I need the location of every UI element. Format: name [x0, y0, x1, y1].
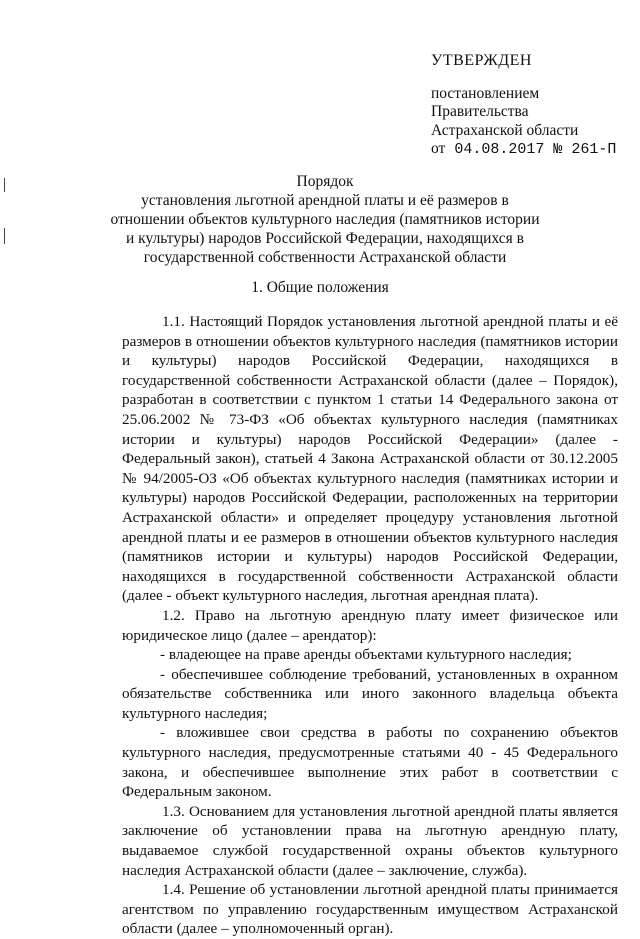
title-text: установления льготной арендной платы и её размеров в отношении объектов культурного наследия (памятников истории и культуры) народов Российской Федерации, находящихся в государственной собственности Астраханской области: [110, 192, 540, 266]
approval-line: Астраханской области: [431, 121, 579, 139]
list-item: - владеющее на праве аренды объектами культурного наследия;: [160, 646, 572, 664]
approval-line: постановлением: [431, 84, 540, 102]
margin-mark: [4, 178, 5, 192]
paragraph: 1.4. Решение об установлении льготной арендной платы принимается агентством по управлению государственным имуществом Астраханской области (далее – уполномоченный орган).: [122, 881, 618, 938]
approval-stamp: [431, 52, 631, 160]
margin-mark: [4, 228, 5, 244]
paragraph: 1.3. Основанием для установления льготной арендной платы является заключение об установлении права на льготную арендную плату, выдаваемое службой государственной охраны объектов культурного наследия Астраханской области (далее – заключение, служба).: [122, 802, 618, 879]
title-word: Порядок: [296, 173, 354, 190]
approval-date-prefix: от: [431, 140, 446, 157]
approval-date-value: 04.08.2017 № 261-П: [454, 141, 617, 158]
document-body: [122, 312, 618, 939]
paragraph: 1.2. Право на льготную арендную плату имеет физическое или юридическое лицо (далее – арендатор):: [122, 606, 618, 644]
approval-date: [431, 140, 631, 160]
section-heading: 1. Общие положения: [251, 279, 389, 296]
list-item: - вложившее свои средства в работы по сохранению объектов культурного наследия, предусмотренные статьями 40 - 45 Федерального закона, и обеспечившее выполнение этих работ в соответствии с Федеральным законом.: [122, 724, 618, 801]
document-title: [110, 172, 540, 267]
paragraph: 1.1. Настоящий Порядок установления льготной арендной платы и её размеров в отношении объектов культурного наследия (памятников истории и культуры) народов Российской Федерации, находящихся в государственной собственности Астраханской области (далее – Порядок), разработан в соответствии с пунктом 1 статьи 14 Федерального закона от 25.06.2002 № 73-ФЗ «Об объектах культурного наследия (памятниках истории и культуры) народов Российской Федерации» (далее - Федеральный закон), статьей 4 Закона Астраханской области от 30.12.2005 № 94/2005-ОЗ «Об объектах культурного наследия (памятниках истории и культуры) народов Российской Федерации, расположенных на территории Астраханской области» и определяет процедуру установления льготной арендной платы и ее размеров в отношении объектов культурного наследия (памятников истории и культуры) народов Российской Федерации, находящихся в государственной собственности Астраханской области (далее - объект культурного наследия, льготная арендная плата).: [122, 313, 618, 605]
list-item: - обеспечившее соблюдение требований, установленных в охранном обязательстве собственника или иного законного владельца объекта культурного наследия;: [122, 665, 618, 722]
approval-line: Правительства: [431, 103, 529, 120]
approval-heading: УТВЕРЖДЕН: [431, 52, 532, 69]
